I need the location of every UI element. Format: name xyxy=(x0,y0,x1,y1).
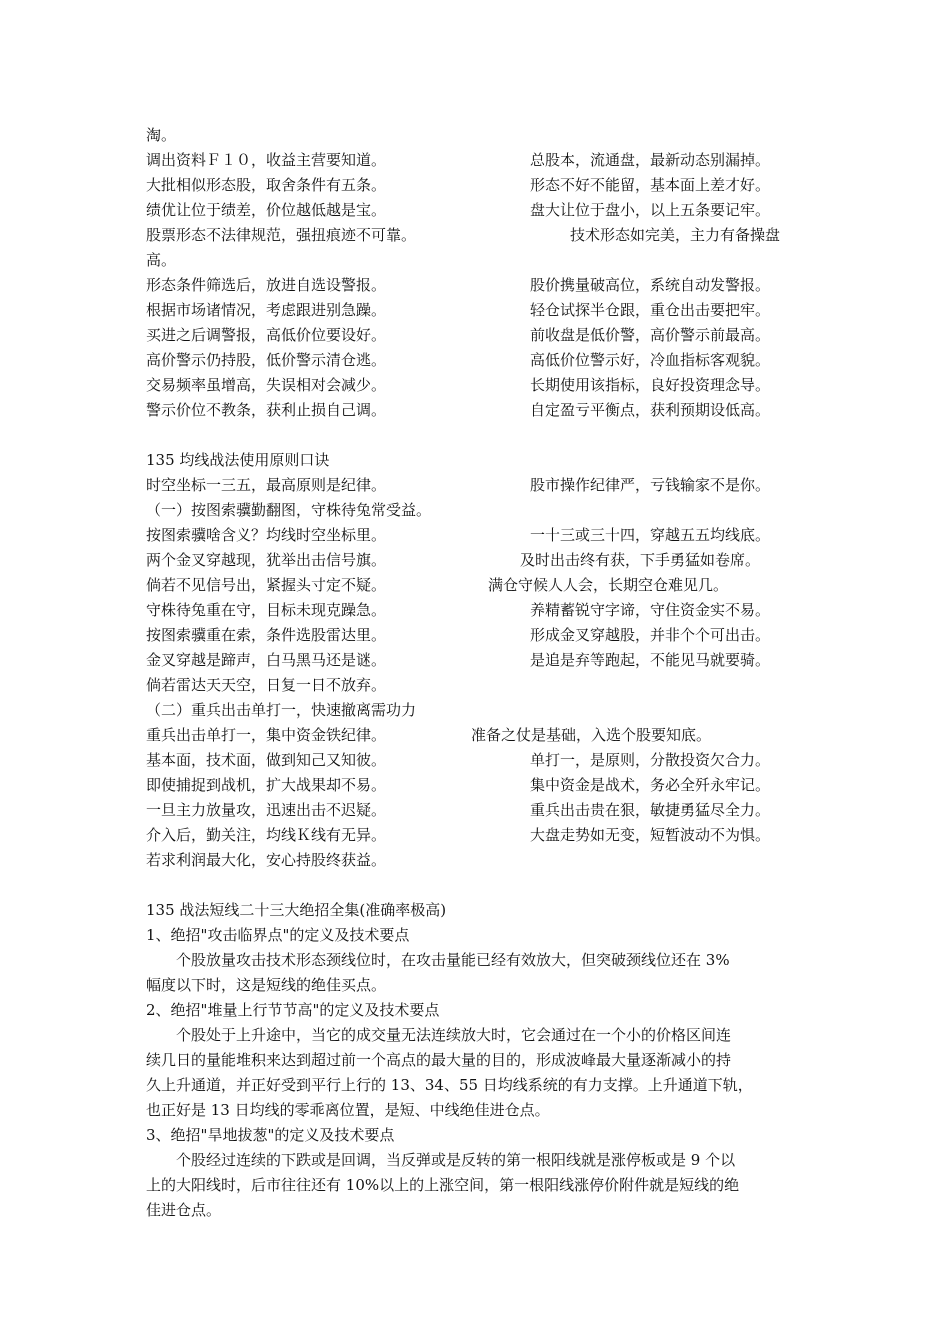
verse-right: 前收盘是低价警，高价警示前最高。 xyxy=(530,326,771,344)
verse-left: 买进之后调警报，高低价位要设好。 xyxy=(146,326,387,344)
verse-right: 总股本，流通盘，最新动态别漏掉。 xyxy=(530,151,771,169)
verse-right: 重兵出击贵在狠，敏捷勇猛尽全力。 xyxy=(530,801,771,819)
verse-right: 是追是弃等跑起，不能见马就要骑。 xyxy=(530,651,771,669)
verse-right: 轻仓试探半仓跟，重仓出击要把牢。 xyxy=(530,301,771,319)
verse-left: 按图索骥啥含义？均线时空坐标里。 xyxy=(146,526,387,544)
verse-left: 时空坐标一三五，最高原则是纪律。 xyxy=(146,476,387,494)
verse-left: 根据市场诸情况，考虑跟进别急躁。 xyxy=(146,301,387,319)
verse-right: 形成金叉穿越股，并非个个可出击。 xyxy=(530,626,771,644)
verse-left: 形态条件筛选后，放进自选设警报。 xyxy=(146,276,387,294)
verse-left: 两个金叉穿越现，犹举出击信号旗。 xyxy=(146,551,387,569)
paragraph-line: 个股经过连续的下跌或是回调，当反弹或是反转的第一根阳线就是涨停板或是 9 个以 xyxy=(176,1151,736,1169)
subsection-heading: （二）重兵出击单打一，快速撤离需功力 xyxy=(146,701,417,719)
verse-right: 股价携量破高位，系统自动发警报。 xyxy=(530,276,771,294)
section-heading: 135 均线战法使用原则口诀 xyxy=(146,451,330,469)
paragraph-line: 个股放量攻击技术形态颈线位时，在攻击量能已经有效放大，但突破颈线位还在 3% xyxy=(176,951,730,969)
subsection-heading: （一）按图索骥勤翻图，守株待兔常受益。 xyxy=(146,501,432,519)
verse-right: 一十三或三十四，穿越五五均线底。 xyxy=(530,526,771,544)
verse-right: 技术形态如完美，主力有备操盘 xyxy=(570,226,781,244)
verse-left: 即使捕捉到战机，扩大战果却不易。 xyxy=(146,776,387,794)
verse-left: 调出资料Ｆ１０，收益主营要知道。 xyxy=(146,151,387,169)
text-line: 淘。 xyxy=(146,126,177,144)
paragraph-line: 幅度以下时，这是短线的绝佳买点。 xyxy=(146,976,387,994)
paragraph-line: 也正好是 13 日均线的零乖离位置，是短、中线绝佳进仓点。 xyxy=(146,1101,550,1119)
verse-right: 自定盈亏平衡点，获利预期设低高。 xyxy=(530,401,771,419)
verse-left: 大批相似形态股，取舍条件有五条。 xyxy=(146,176,387,194)
verse-left: 高价警示仍持股，低价警示清仓逃。 xyxy=(146,351,387,369)
verse-right: 高低价位警示好，冷血指标客观貌。 xyxy=(530,351,771,369)
verse-left: 守株待兔重在守，目标未现克躁急。 xyxy=(146,601,387,619)
text-line: 高。 xyxy=(146,251,177,269)
verse-left: 交易频率虽增高，失误相对会减少。 xyxy=(146,376,387,394)
verse-right: 养精蓄锐守字谛，守住资金实不易。 xyxy=(530,601,771,619)
paragraph-line: 上的大阳线时，后市往往还有 10%以上的上涨空间，第一根阳线涨停价附件就是短线的绝 xyxy=(146,1176,740,1194)
verse-left: 基本面，技术面，做到知己又知彼。 xyxy=(146,751,387,769)
paragraph-line: 个股处于上升途中，当它的成交量无法连续放大时，它会通过在一个小的价格区间连 xyxy=(176,1026,732,1044)
verse-left: 倘若雷达天天空，日复一日不放弃。 xyxy=(146,676,387,694)
verse-left: 若求利润最大化，安心持股终获益。 xyxy=(146,851,387,869)
verse-right: 盘大让位于盘小，以上五条要记牢。 xyxy=(530,201,771,219)
paragraph-line: 续几日的量能堆积来达到超过前一个高点的最大量的目的，形成波峰最大量逐渐减小的持 xyxy=(146,1051,732,1069)
verse-left: 警示价位不教条，获利止损自己调。 xyxy=(146,401,387,419)
section-heading: 135 战法短线二十三大绝招全集(准确率极高) xyxy=(146,901,447,919)
verse-left: 一旦主力放量攻，迅速出击不迟疑。 xyxy=(146,801,387,819)
verse-left: 绩优让位于绩差，价位越低越是宝。 xyxy=(146,201,387,219)
verse-right: 集中资金是战术，务必全歼永牢记。 xyxy=(530,776,771,794)
verse-right: 大盘走势如无变，短暂波动不为惧。 xyxy=(530,826,771,844)
verse-left: 按图索骥重在索，条件选股雷达里。 xyxy=(146,626,387,644)
verse-left: 重兵出击单打一，集中资金铁纪律。 xyxy=(146,726,387,744)
verse-right: 单打一，是原则，分散投资欠合力。 xyxy=(530,751,771,769)
verse-right: 股市操作纪律严，亏钱输家不是你。 xyxy=(530,476,771,494)
paragraph-line: 久上升通道，并正好受到平行上行的 13、34、55 日均线系统的有力支撑。上升通道下轨， xyxy=(146,1076,753,1094)
item-heading: 1、绝招"攻击临界点"的定义及技术要点 xyxy=(146,926,410,944)
verse-left: 倘若不见信号出，紧握头寸定不疑。 xyxy=(146,576,387,594)
verse-right: 满仓守候人人会，长期空仓难见几。 xyxy=(488,576,729,594)
paragraph-line: 佳进仓点。 xyxy=(146,1201,222,1219)
verse-left: 金叉穿越是蹄声，白马黑马还是谜。 xyxy=(146,651,387,669)
verse-left: 介入后，勤关注，均线Ｋ线有无异。 xyxy=(146,826,387,844)
verse-right: 及时出击终有获，下手勇猛如卷席。 xyxy=(520,551,761,569)
verse-right: 形态不好不能留，基本面上差才好。 xyxy=(530,176,771,194)
verse-right: 长期使用该指标，良好投资理念导。 xyxy=(530,376,771,394)
item-heading: 2、绝招"堆量上行节节高"的定义及技术要点 xyxy=(146,1001,440,1019)
verse-right: 准备之仗是基础，入选个股要知底。 xyxy=(471,726,712,744)
item-heading: 3、绝招"旱地拔葱"的定义及技术要点 xyxy=(146,1126,395,1144)
verse-left: 股票形态不法律规范，强扭痕迹不可靠。 xyxy=(146,226,417,244)
